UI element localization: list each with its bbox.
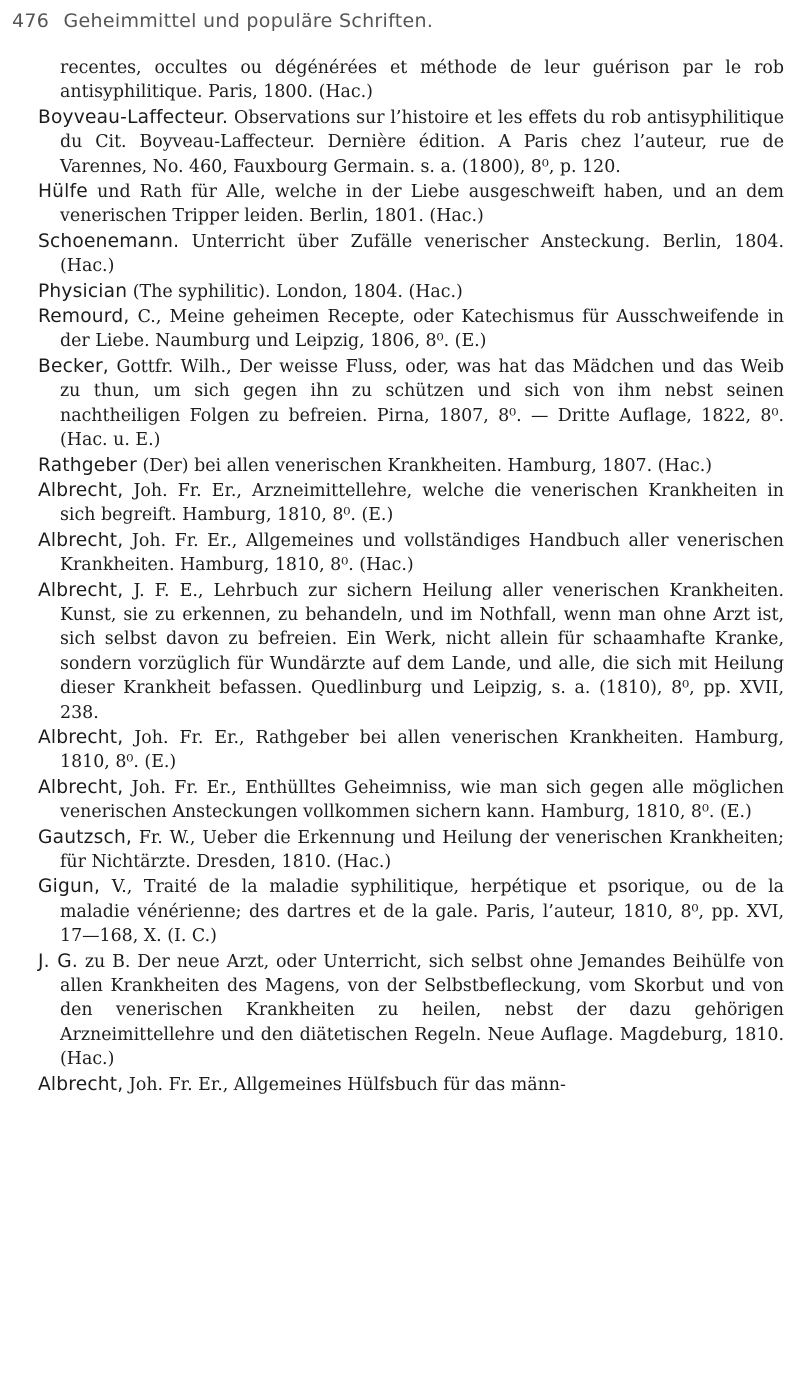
entry-source: (Hac.) bbox=[60, 256, 115, 277]
entry-source: (Hac.) bbox=[336, 852, 392, 872]
entry-source: (E.) bbox=[144, 752, 177, 773]
entry-heading: Albrecht, bbox=[38, 1073, 124, 1095]
entry-text: Fr. W., Ueber die Erkennung und Heilung der venerischen Krankheiten; für Nichtärzte. Dresden, 1810. bbox=[60, 827, 784, 872]
bibliography-entry bbox=[38, 230, 784, 279]
entry-text: Observations sur l’histoire et les effets du rob antisyphilitique du Cit. Boyveau-Laffecteur. Dernière édition. A Paris chez l’auteur, rue de Varennes, No. 460, Fauxbourg Germain. s. a. (1800), 8⁰, p. 120. bbox=[60, 107, 784, 177]
bibliography-entry bbox=[38, 726, 784, 775]
entry-source: (E.) bbox=[719, 802, 752, 823]
entry-text: Joh. Fr. Er., Enthülltes Geheimniss, wie man sich gegen alle möglichen venerischen Ansteckungen vollkommen sichern kann. Hamburg, 1810, 8⁰. bbox=[60, 777, 784, 823]
entry-heading: Gigun, bbox=[38, 876, 101, 898]
entry-heading: Becker, bbox=[38, 355, 109, 377]
bibliography-entry bbox=[38, 826, 784, 875]
entry-source: (I. C.) bbox=[167, 926, 217, 947]
entry-text: Joh. Fr. Er., Allgemeines und vollständiges Handbuch aller venerischen Krankheiten. Hamburg, 1810, 8⁰. bbox=[60, 530, 784, 576]
bibliography-entry bbox=[38, 106, 784, 179]
entry-text: Joh. Fr. Er., Rathgeber bei allen venerischen Krankheiten. Hamburg, 1810, 8⁰. bbox=[60, 727, 785, 773]
bibliography-entry bbox=[38, 305, 784, 354]
bibliography-entry bbox=[38, 454, 784, 478]
entry-source: (Hac. u. E.) bbox=[60, 430, 161, 451]
entry-source: (Hac.) bbox=[429, 206, 484, 227]
entry-source: (Hac.) bbox=[359, 555, 414, 576]
entry-text: Unterricht über Zufälle venerischer Ansteckung. Berlin, 1804. bbox=[191, 231, 784, 252]
entry-source: (Hac.) bbox=[657, 455, 713, 476]
entry-heading: Rathgeber bbox=[38, 454, 137, 476]
entry-text: C., Meine geheimen Recepte, oder Katechismus für Ausschweifende in der Liebe. Naumburg und Leipzig, 1806, 8⁰. bbox=[60, 307, 784, 352]
entry-text: V., Traité de la maladie syphilitique, herpétique et psorique, ou de la maladie vénérienne; des dartres et de la gale. Paris, l’auteur, 1810, 8⁰, pp. XVI, 17—168, X. bbox=[60, 877, 785, 947]
entry-heading: J. G. bbox=[38, 950, 78, 972]
entry-source: (Hac.) bbox=[408, 281, 463, 302]
bibliography-entry bbox=[38, 579, 784, 725]
entry-source: (Hac.) bbox=[60, 1049, 115, 1070]
bibliography-entry bbox=[38, 56, 784, 105]
entry-heading: Albrecht, bbox=[38, 479, 124, 501]
entry-heading: Gautzsch, bbox=[38, 826, 133, 848]
bibliography-entry bbox=[38, 529, 784, 578]
entry-text: (The syphilitic). London, 1804. bbox=[132, 281, 403, 302]
entry-heading: Albrecht, bbox=[38, 529, 124, 551]
bibliography-entry bbox=[38, 776, 784, 825]
entry-source: (E.) bbox=[454, 331, 487, 352]
bibliography-list bbox=[38, 56, 784, 1098]
entry-text: Joh. Fr. Er., Allgemeines Hülfsbuch für das männ- bbox=[128, 1074, 566, 1095]
running-title: Geheimmittel und populäre Schriften. bbox=[63, 10, 434, 32]
entry-heading: Hülfe bbox=[38, 181, 88, 203]
page-number: 476 bbox=[12, 10, 50, 32]
entry-text: recentes, occultes ou dégénérées et méthode de leur guérison par le rob antisyphilitique. Paris, 1800. bbox=[60, 58, 784, 103]
bibliography-entry bbox=[38, 280, 784, 304]
entry-heading: Remourd, bbox=[38, 306, 130, 328]
entry-heading: Albrecht, bbox=[38, 776, 124, 798]
entry-heading: Albrecht, bbox=[38, 579, 124, 601]
entry-heading: Schoenemann. bbox=[38, 230, 180, 252]
bibliography-entry bbox=[38, 875, 784, 948]
entry-text: Joh. Fr. Er., Arzneimittellehre, welche die venerischen Krankheiten in sich begreift. Hamburg, 1810, 8⁰. bbox=[60, 480, 784, 526]
entry-heading: Physician bbox=[38, 280, 128, 302]
bibliography-entry bbox=[38, 1073, 784, 1097]
bibliography-entry bbox=[38, 355, 784, 453]
entry-text: J. F. E., Lehrbuch zur sichern Heilung aller venerischen Krankheiten. Kunst, sie zu erkennen, zu behandeln, und im Nothfall, wenn man ohne Arzt ist, sich selbst davon zu befreien. Ein Werk, nicht allein für schaamhafte Kranke, sondern vorzüglich für Wundärzte auf dem Lande, und alle, die sich mit Heilung dieser Krankheit befassen. Quedlinburg und Leipzig, s. a. (1810), 8⁰, pp. XVII, 238. bbox=[60, 580, 784, 723]
entry-source: (Hac.) bbox=[318, 82, 373, 103]
entry-text: (Der) bei allen venerischen Krankheiten. Hamburg, 1807. bbox=[142, 455, 653, 476]
entry-heading: Albrecht, bbox=[38, 726, 124, 748]
entry-text: zu B. Der neue Arzt, oder Unterricht, sich selbst ohne Jemandes Beihülfe von allen Krankheiten des Magens, von der Selbstbefleckung, vom Skorbut und von den venerischen Krankheiten zu heilen, nebst der dazu gehörigen Arzneimittellehre und den diätetischen Regeln. Neue Auflage. Magdeburg, 1810. bbox=[60, 951, 785, 1045]
bibliography-entry bbox=[38, 950, 784, 1072]
entry-text: Gottfr. Wilh., Der weisse Fluss, oder, was hat das Mädchen und das Weib zu thun, um sich gegen ihn zu schützen und sich von ihm nebst seinen nachtheiligen Folgen zu befreien. Pirna, 1807, 8⁰. — Dritte Auflage, 1822, 8⁰. bbox=[60, 356, 784, 426]
bibliography-entry bbox=[38, 180, 784, 229]
running-head bbox=[12, 10, 433, 32]
entry-text: und Rath für Alle, welche in der Liebe ausgeschweift haben, und an dem venerischen Tripper leiden. Berlin, 1801. bbox=[60, 182, 785, 227]
entry-heading: Boyveau-Laffecteur. bbox=[38, 106, 229, 128]
entry-source: (E.) bbox=[361, 505, 394, 526]
bibliography-entry bbox=[38, 479, 784, 528]
